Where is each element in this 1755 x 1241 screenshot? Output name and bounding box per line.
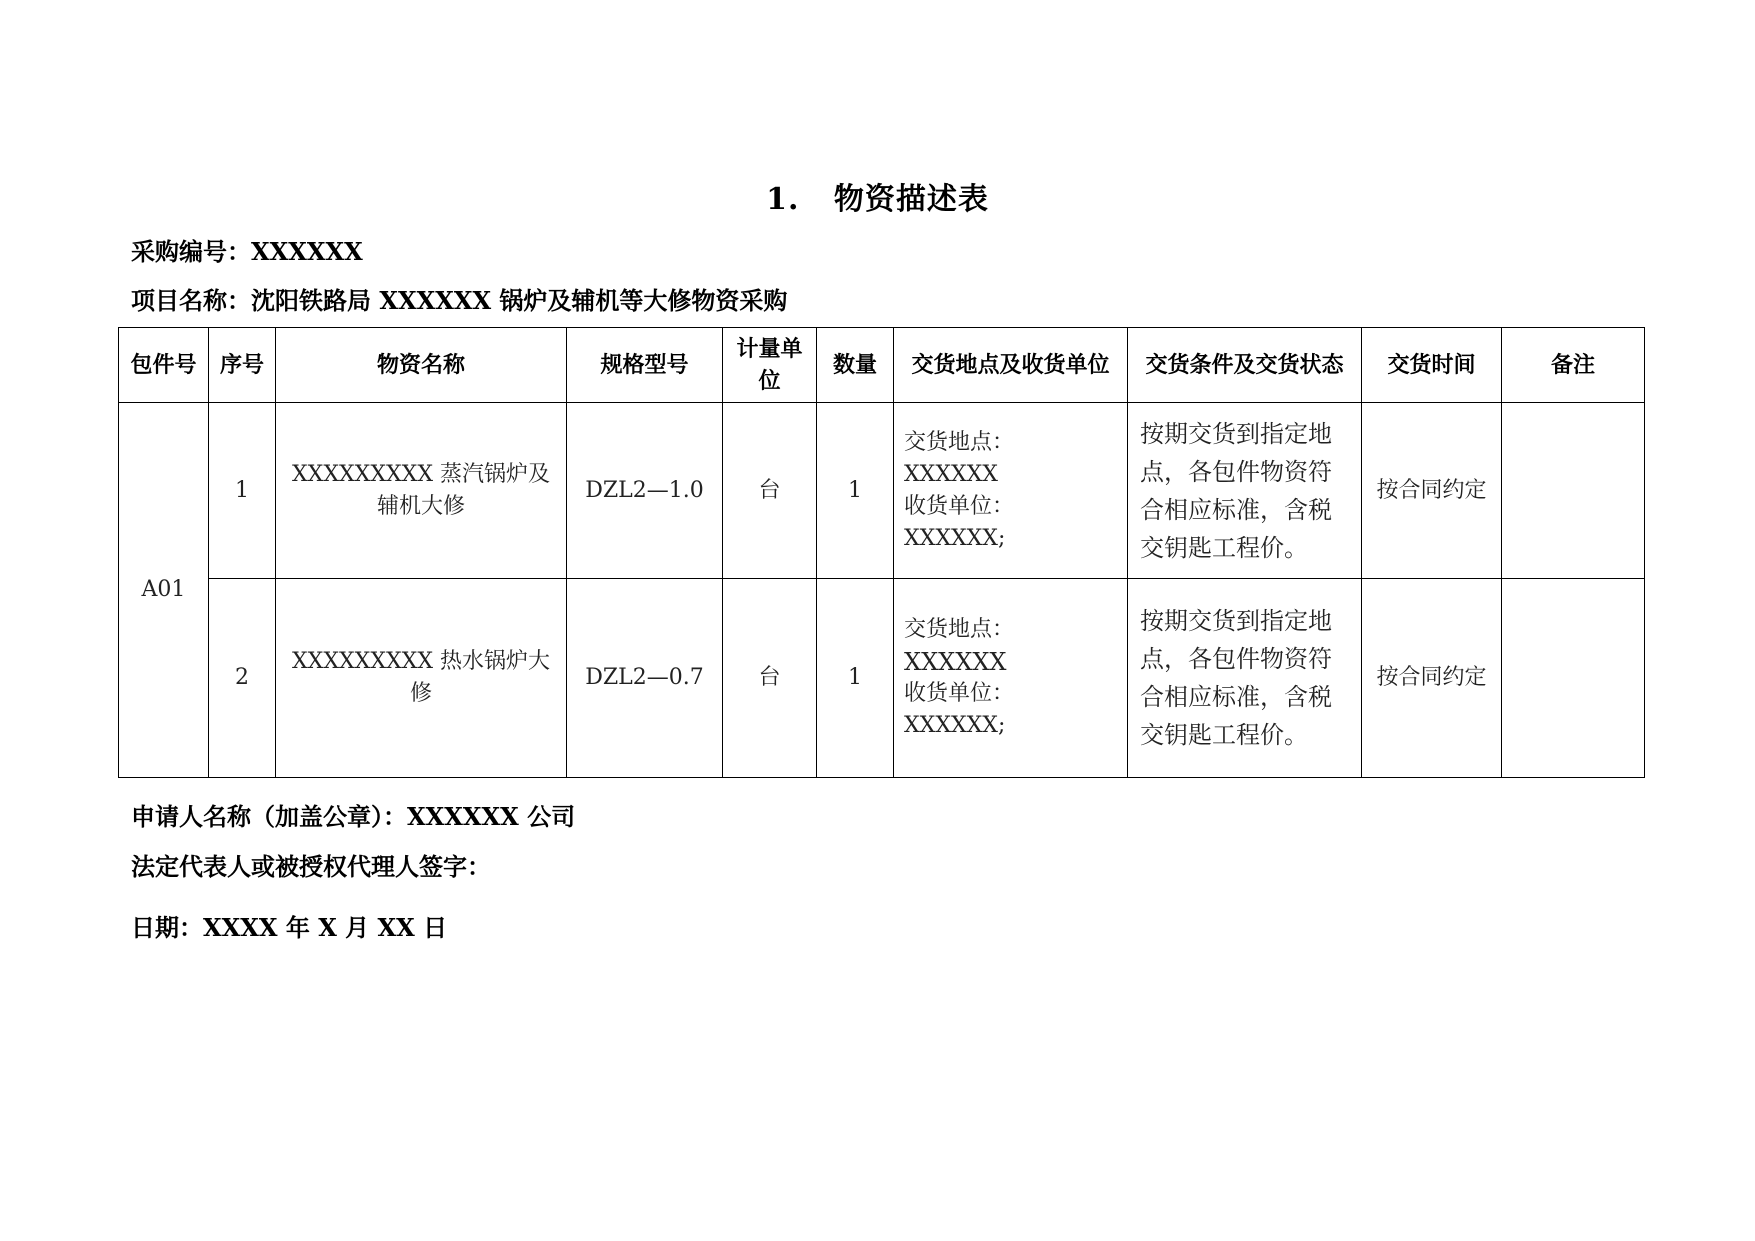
delivery-location-cell <box>894 579 1128 778</box>
procurement-number-value: XXXXXX <box>251 237 363 266</box>
applicant-name-value: XXXXXX 公司 <box>407 802 576 831</box>
header-seq-no: 序号 <box>209 328 276 403</box>
table-row <box>119 403 1645 579</box>
spec-cell: DZL2—0.7 <box>567 579 723 778</box>
header-delivery-conditions: 交货条件及交货状态 <box>1128 328 1362 403</box>
delivery-time-cell: 按合同约定 <box>1362 579 1502 778</box>
date-value: XXXX 年 X 月 XX 日 <box>203 913 448 942</box>
spec-cell: DZL2—1.0 <box>567 403 723 579</box>
header-delivery-time: 交货时间 <box>1362 328 1502 403</box>
receiving-unit-label: 收货单位： <box>904 681 1015 706</box>
delivery-conditions-cell: 按期交货到指定地点，各包件物资符合相应标准，含税交钥匙工程价。 <box>1128 403 1362 579</box>
date-label: 日期： <box>131 913 203 942</box>
header-material-name: 物资名称 <box>276 328 567 403</box>
delivery-time-cell: 按合同约定 <box>1362 403 1502 579</box>
header-delivery-location: 交货地点及收货单位 <box>894 328 1128 403</box>
delivery-location-label: 交货地点： <box>904 617 1015 642</box>
unit-cell: 台 <box>723 579 817 778</box>
seq-cell: 2 <box>209 579 276 778</box>
header-quantity: 数量 <box>817 328 894 403</box>
receiving-unit-label: 收货单位： <box>904 493 1015 519</box>
page-title: 1. 物资描述表 <box>766 182 989 217</box>
package-cell: A01 <box>119 403 209 778</box>
remarks-cell <box>1502 579 1645 778</box>
materials-table <box>118 327 1645 778</box>
material-name-cell: XXXXXXXXX 蒸汽锅炉及辅机大修 <box>276 403 567 579</box>
header-unit: 计量单位 <box>723 328 817 403</box>
project-name-label: 项目名称： <box>131 286 251 315</box>
delivery-location-cell <box>894 403 1128 579</box>
applicant-name <box>131 797 575 832</box>
header-remarks: 备注 <box>1502 328 1645 403</box>
unit-cell: 台 <box>723 403 817 579</box>
quantity-cell: 1 <box>817 579 894 778</box>
quantity-cell: 1 <box>817 403 894 579</box>
delivery-location-label: 交货地点： <box>904 429 1015 455</box>
seq-cell: 1 <box>209 403 276 579</box>
procurement-number-label: 采购编号： <box>131 237 251 266</box>
applicant-name-label: 申请人名称（加盖公章）： <box>131 802 407 831</box>
delivery-location-value: XXXXXX <box>904 648 1007 676</box>
procurement-number <box>131 232 363 267</box>
signature-line: 法定代表人或被授权代理人签字： <box>131 852 491 881</box>
project-name-value: 沈阳铁路局 XXXXXX 锅炉及辅机等大修物资采购 <box>251 286 788 315</box>
header-spec-model: 规格型号 <box>567 328 723 403</box>
table-row <box>119 579 1645 778</box>
delivery-conditions-cell: 按期交货到指定地点，各包件物资符合相应标准，含税交钥匙工程价。 <box>1128 579 1362 778</box>
receiving-unit-value: XXXXXX; <box>904 713 1006 738</box>
material-name-cell: XXXXXXXXX 热水锅炉大修 <box>276 579 567 778</box>
receiving-unit-value: XXXXXX; <box>904 525 1006 551</box>
date-line <box>131 908 447 943</box>
delivery-location-value: XXXXXX <box>904 461 998 487</box>
header-package-no: 包件号 <box>119 328 209 403</box>
project-name <box>131 281 787 316</box>
table-header-row <box>119 328 1645 403</box>
remarks-cell <box>1502 403 1645 579</box>
